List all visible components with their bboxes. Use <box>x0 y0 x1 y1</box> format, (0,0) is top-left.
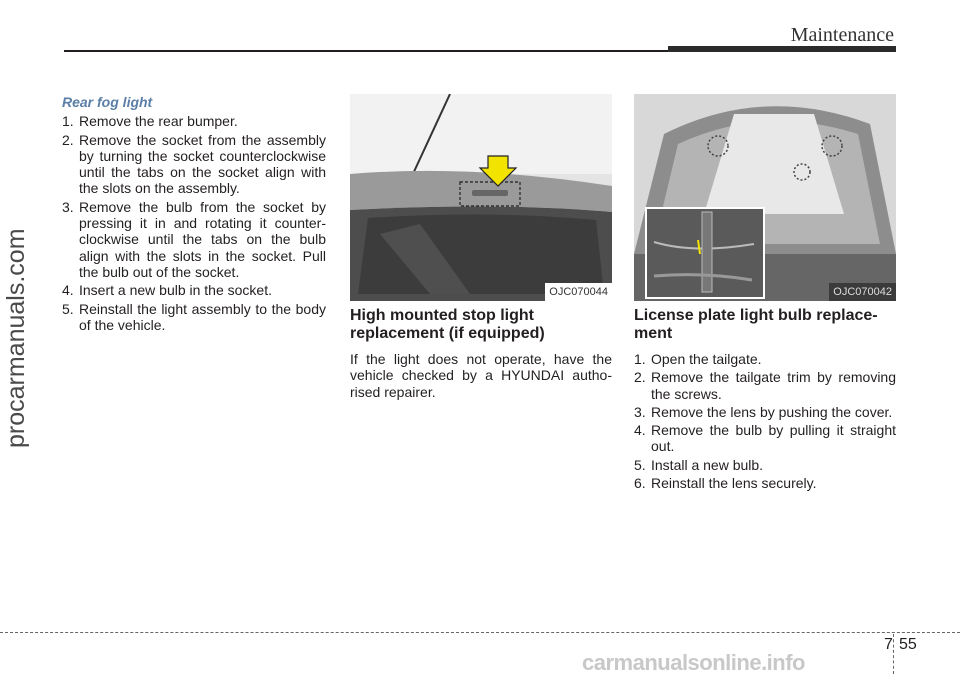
step-text: Remove the socket from the assembly by turning the socket counterclockwise until the tabs on the socket align with the slots on the assembly. <box>79 131 326 197</box>
high-mounted-title: High mounted stop light replacement (if equipped) <box>350 307 545 342</box>
list-item <box>62 113 326 129</box>
rear-fog-light-section <box>62 94 326 335</box>
step-text: Open the tailgate. <box>651 351 762 367</box>
open-tailgate-illustration <box>634 94 896 301</box>
license-plate-light-section <box>634 94 896 493</box>
list-item <box>634 457 896 473</box>
step-text: Remove the tailgate trim by removing the screws. <box>651 369 896 402</box>
step-number: 4. <box>634 422 646 439</box>
list-item <box>634 422 896 455</box>
side-watermark: procarmanuals.com <box>2 228 30 448</box>
step-number: 4. <box>62 282 74 299</box>
license-plate-title: License plate light bulb replace-ment <box>634 307 878 342</box>
figure-code: OJC070042 <box>829 283 896 301</box>
figure-code: OJC070044 <box>545 283 612 301</box>
license-plate-figure <box>634 94 896 301</box>
step-number: 2. <box>634 369 646 386</box>
high-mounted-text: If the light does not operate, have the vehicle checked by a HYUNDAI autho-rised repairer. <box>350 351 612 400</box>
license-plate-steps <box>634 351 896 491</box>
page-header-title: Maintenance <box>790 24 894 46</box>
list-item <box>62 301 326 334</box>
step-text: Reinstall the lens securely. <box>651 475 817 492</box>
step-text: Reinstall the light assembly to the body of the vehicle. <box>79 300 326 333</box>
rear-spoiler-illustration <box>350 94 612 301</box>
page-number-divider <box>893 634 894 674</box>
list-item <box>634 369 896 402</box>
list-item <box>62 199 326 280</box>
rear-fog-light-steps <box>62 113 326 333</box>
list-item <box>62 282 326 298</box>
list-item <box>634 475 896 491</box>
step-text: Install a new bulb. <box>651 456 764 473</box>
step-number: 5. <box>634 456 646 473</box>
header-bar <box>668 46 896 52</box>
step-number: 3. <box>634 403 646 420</box>
step-number: 5. <box>62 300 74 317</box>
step-number: 1. <box>634 351 646 367</box>
step-text: Remove the lens by pushing the cover. <box>651 403 893 420</box>
header-rule <box>64 50 668 52</box>
step-text: Remove the rear bumper. <box>79 113 238 130</box>
list-item <box>634 351 896 367</box>
list-item <box>62 132 326 197</box>
page-number: 55 <box>899 636 917 653</box>
step-number: 6. <box>634 475 646 492</box>
step-number: 1. <box>62 113 74 130</box>
stop-light-figure <box>350 94 612 301</box>
chapter-number: 7 <box>884 636 893 653</box>
step-number: 3. <box>62 198 74 215</box>
step-text: Insert a new bulb in the socket. <box>79 282 272 299</box>
footer-watermark: carmanualsonline.info <box>582 650 805 675</box>
footer-divider <box>0 632 960 633</box>
high-mounted-stop-light-section <box>350 94 612 400</box>
list-item <box>634 404 896 420</box>
step-number: 2. <box>62 131 74 148</box>
step-text: Remove the bulb from the socket by pressing it in and rotating it counter-clockwise until the tabs on the bulb align with the slots in the socket. Pull the bulb out of the socket. <box>79 198 326 280</box>
rear-fog-light-heading: Rear fog light <box>62 94 153 110</box>
step-text: Remove the bulb by pulling it straight out. <box>651 422 896 455</box>
